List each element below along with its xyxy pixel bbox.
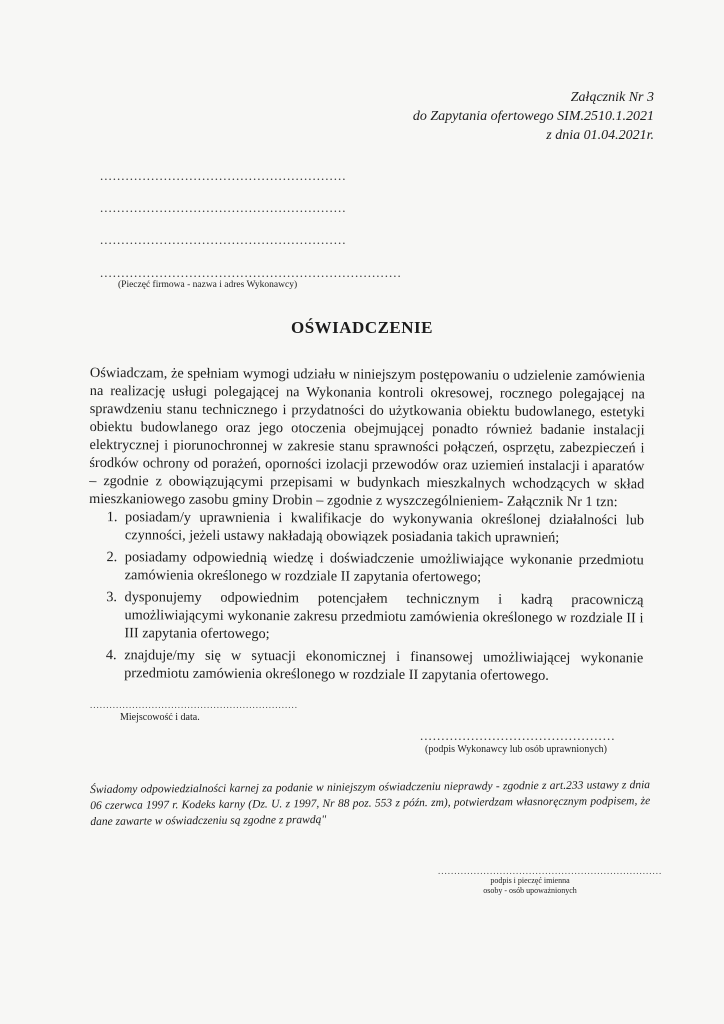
stamp-line-2: ..........................................................: [100, 200, 347, 215]
stamp-line-3: ..........................................................: [100, 232, 347, 247]
contractor-signature-caption: (podpis Wykonawcy lub osób uprawnionych): [425, 744, 607, 755]
stamp-line-4: .......................................................................: [100, 265, 402, 280]
list-item: 1. posiadam/y uprawnienia i kwalifikacje do wykonywania określonej działalności lub czynności, jeżeli ustawy nakładają obowiązek posiadania takich uprawnień;: [121, 508, 644, 547]
statement-intro: Oświadczam, że spełniam wymogi udziału w niniejszym postępowaniu o udzielenie zamówienia na realizację usługi polegającej na Wykonania kontroli okresowej, rocznego polegającej na sprawdzeniu stanu technicznego i przydatności do użytkowania obiektu budowlanego, estetyki obiektu budowlanego oraz jego otoczenia obejmującej ponadto również badanie instalacji elektrycznej i piorunochronnej w zakresie stanu sprawności połączeń, osprzętu, zabezpieczeń i środków ochrony od porażeń, oporności izolacji przewodów oraz uziemień instalacji i aparatów – zgodnie z obowiązującymi przepisami w budynkach mieszkalnych wchodzących w skład mieszkaniowego zasobu gminy Drobin – zgodnie z wyszczególnieniem- Załącznik Nr 1 tzn:: [89, 364, 645, 511]
attachment-header: [413, 88, 654, 145]
stamp-caption: (Pieczęć firmowa - nazwa i adres Wykonawcy): [118, 280, 298, 290]
attachment-number: Załącznik Nr 3: [570, 90, 654, 105]
document-title: OŚWIADCZENIE: [290, 318, 434, 337]
attachment-reference: do Zapytania ofertowego SIM.2510.1.2021: [412, 109, 654, 124]
statement-body: [88, 364, 645, 689]
stamp-line-1: ..........................................................: [100, 168, 347, 183]
authorized-signature-caption-line1: podpis i pieczęć imienna: [490, 876, 570, 885]
place-date-caption: Miejscowość i data.: [120, 712, 200, 723]
contractor-signature-line: ..............................................: [420, 728, 616, 743]
attachment-date: z dnia 01.04.2021r.: [546, 128, 654, 143]
authorized-signature-line: .....................................................................: [438, 866, 663, 876]
list-item: 4. znajduje/my się w sytuacji ekonomicznej i finansowej umożliwiającej wykonanie przedmiotu zamówienia określonego w rozdziale II zapytania ofertowego.: [120, 646, 643, 685]
place-date-line: ................................................................: [90, 700, 298, 710]
list-item: 3. dysponujemy odpowiednim potencjałem technicznym i kadrą pracowniczą umożliwiającymi wykonanie zakresu przedmiotu zamówienia określonego w rozdziale II i III zapytania ofertowego;: [120, 588, 643, 645]
authorized-signature-caption-line2: osoby - osób upoważnionych: [483, 886, 577, 895]
authorized-signature-caption: [440, 876, 620, 896]
liability-declaration: Świadomy odpowiedzialności karnej za podanie w niniejszym oświadczeniu nieprawdy - zgodnie z art.233 ustawy z dnia 06 czerwca 1997 r. Kodeks karny (Dz. U. z 1997, Nr 88 poz. 553 z późn. zm), potwierdzam własnoręcznym podpisem, że dane zawarte w oświadczeniu są zgodne z prawdą": [90, 779, 651, 828]
requirements-list: [88, 508, 644, 685]
list-item: 2. posiadamy odpowiednią wiedzę i doświadczenie umożliwiające wykonanie przedmiotu zamówienia określonego w rozdziale II zapytania ofertowego;: [121, 548, 644, 587]
